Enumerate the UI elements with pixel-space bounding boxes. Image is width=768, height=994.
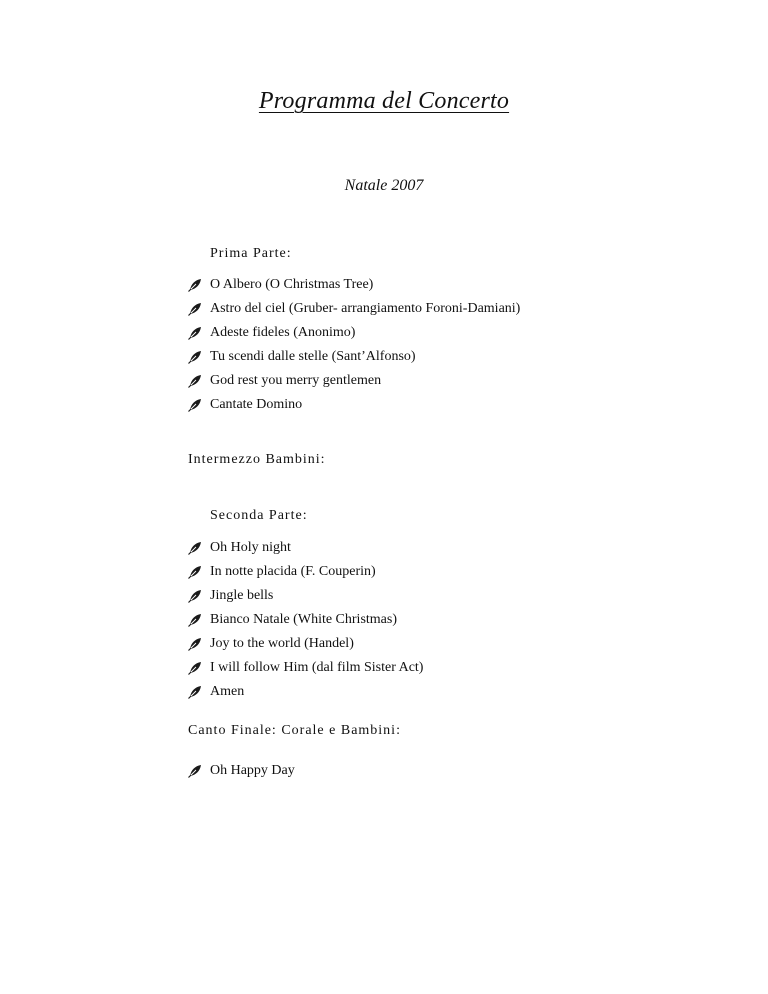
list-item-text: Adeste fideles (Anonimo) <box>210 325 356 340</box>
canto-finale-list <box>188 759 295 783</box>
leaf-bullet-icon <box>188 278 202 292</box>
section-heading-prima-parte: Prima Parte: <box>210 246 292 261</box>
list-item <box>188 345 520 369</box>
leaf-bullet-icon <box>188 326 202 340</box>
list-item <box>188 584 423 608</box>
leaf-bullet-icon <box>188 764 202 778</box>
leaf-bullet-icon <box>188 685 202 699</box>
leaf-bullet-icon <box>188 374 202 388</box>
section-heading-intermezzo: Intermezzo Bambini: <box>188 452 326 467</box>
list-item <box>188 560 423 584</box>
list-item-text: Bianco Natale (White Christmas) <box>210 612 397 627</box>
list-item <box>188 273 520 297</box>
list-item-text: Oh Happy Day <box>210 763 295 778</box>
list-item-text: God rest you merry gentlemen <box>210 373 382 388</box>
leaf-bullet-icon <box>188 398 202 412</box>
page-subtitle: Natale 2007 <box>344 177 424 194</box>
leaf-bullet-icon <box>188 637 202 651</box>
list-item-text: In notte placida (F. Couperin) <box>210 564 376 579</box>
list-item <box>188 297 520 321</box>
list-item <box>188 536 423 560</box>
section-heading-canto-finale: Canto Finale: Corale e Bambini: <box>188 723 401 738</box>
page-title: Programma del Concerto <box>258 88 510 114</box>
list-item <box>188 608 423 632</box>
list-item-text: Jingle bells <box>210 588 274 603</box>
seconda-parte-list <box>188 536 423 704</box>
leaf-bullet-icon <box>188 541 202 555</box>
leaf-bullet-icon <box>188 350 202 364</box>
list-item <box>188 759 295 783</box>
list-item <box>188 632 423 656</box>
list-item-text: Joy to the world (Handel) <box>210 636 354 651</box>
leaf-bullet-icon <box>188 661 202 675</box>
list-item <box>188 393 520 417</box>
list-item-text: Cantate Domino <box>210 397 303 412</box>
prima-parte-list <box>188 273 520 417</box>
list-item <box>188 321 520 345</box>
list-item-text: Astro del ciel (Gruber- arrangiamento Foroni-Damiani) <box>210 301 521 316</box>
list-item-text: O Albero (O Christmas Tree) <box>210 277 374 292</box>
section-heading-seconda-parte: Seconda Parte: <box>210 508 308 523</box>
leaf-bullet-icon <box>188 613 202 627</box>
list-item-text: Tu scendi dalle stelle (Sant’Alfonso) <box>210 349 416 364</box>
list-item-text: I will follow Him (dal film Sister Act) <box>210 660 424 675</box>
list-item <box>188 369 520 393</box>
list-item <box>188 680 423 704</box>
leaf-bullet-icon <box>188 589 202 603</box>
leaf-bullet-icon <box>188 302 202 316</box>
list-item <box>188 656 423 680</box>
leaf-bullet-icon <box>188 565 202 579</box>
list-item-text: Oh Holy night <box>210 540 291 555</box>
list-item-text: Amen <box>210 684 245 699</box>
